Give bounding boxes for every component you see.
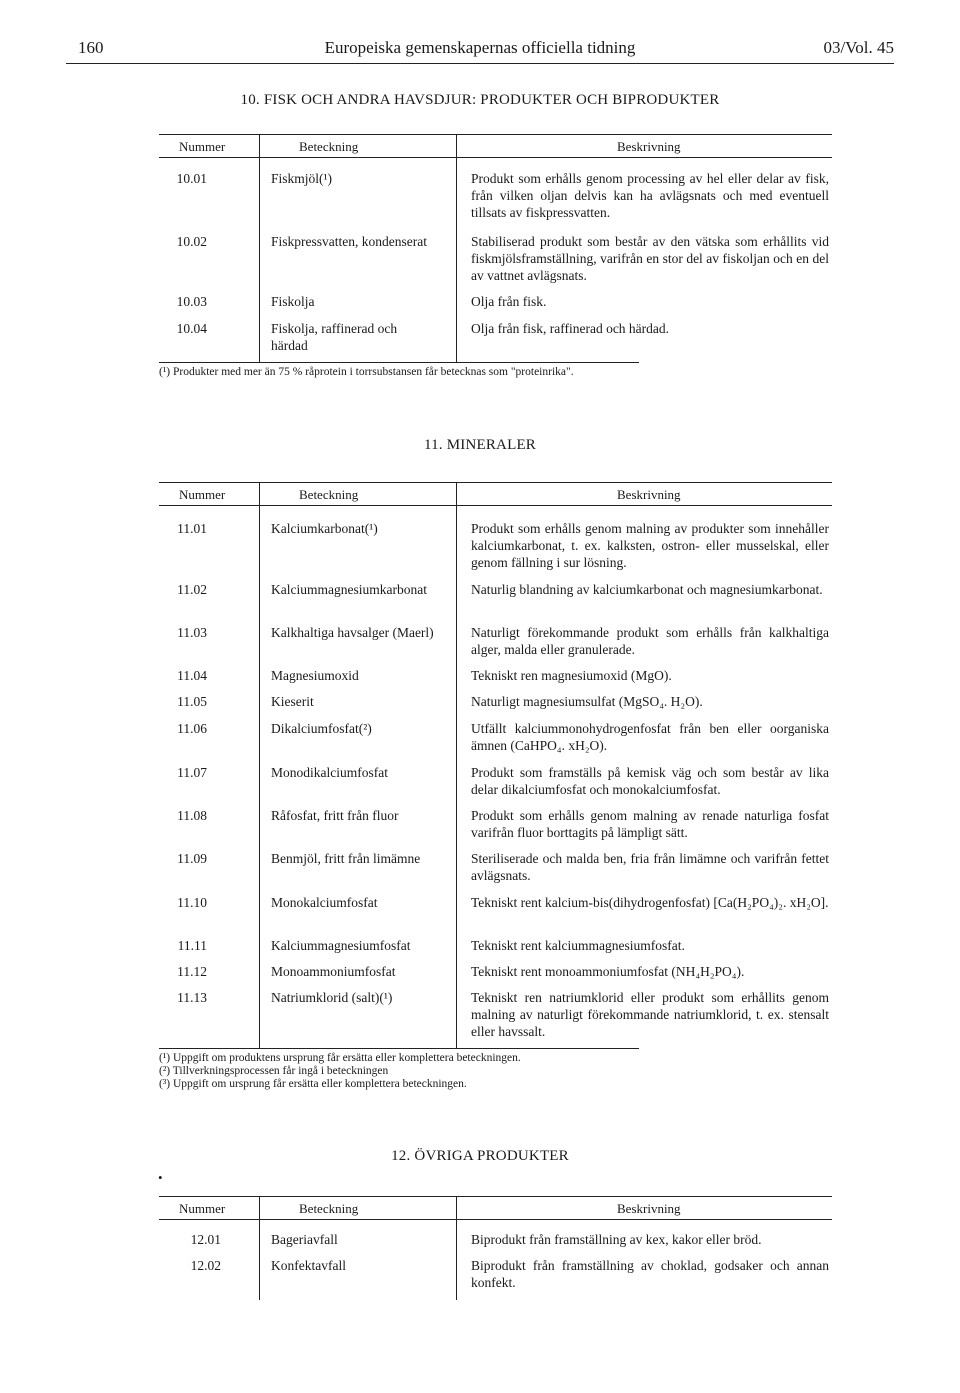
row-description: Naturlig blandning av kalciumkarbonat och magnesiumkarbonat. (471, 582, 823, 597)
volume-number: 03/Vol. 45 (823, 38, 894, 57)
column-header-number: Nummer (179, 139, 226, 154)
column-divider (259, 1196, 260, 1300)
row-description: Tekniskt rent kalcium-bis(dihydrogenfosfat) [Ca(H₂PO₄)₂. xH₂O]. (471, 895, 829, 910)
row-name: Dikalciumfosfat(²) (271, 721, 372, 736)
footnote: (³) Uppgift om ursprung får ersätta eller komplettera beteckningen. (159, 1078, 467, 1090)
row-description: Steriliserade och malda ben, fria från limämne och varifrån fettet avlägsnats. (471, 851, 829, 883)
column-header-name: Beteckning (299, 487, 359, 502)
page-header (66, 36, 894, 64)
row-number: 11.04 (177, 668, 207, 683)
row-number: 10.02 (176, 234, 207, 249)
column-header-number: Nummer (179, 487, 226, 502)
section-title: 12. ÖVRIGA PRODUKTER (391, 1148, 569, 1164)
row-name: Fiskmjöl(¹) (271, 171, 333, 186)
section-title: 10. FISK OCH ANDRA HAVSDJUR: PRODUKTER OCH BIPRODUKTER (240, 92, 720, 108)
row-name: Monodikalciumfosfat (271, 765, 388, 780)
column-divider (259, 482, 260, 1048)
section-title: 11. MINERALER (423, 437, 537, 453)
row-description: Olja från fisk. (471, 294, 547, 309)
footnote: (²) Tillverkningsprocessen får ingå i beteckningen (159, 1065, 389, 1077)
row-description: Naturligt magnesiumsulfat (MgSO₄. H₂O). (471, 694, 703, 709)
row-number: 12.01 (190, 1232, 221, 1247)
row-number: 10.01 (176, 171, 207, 186)
row-number: 11.07 (177, 765, 207, 780)
row-name: Kalciummagnesiumfosfat (271, 938, 411, 953)
row-description: Produkt som erhålls genom malning av produkter som innehåller kalciumkarbonat, t. ex. kalksten, ostron- eller musselskal, eller genom fällning i sur lösning. (471, 521, 829, 570)
row-name: Monoammoniumfosfat (271, 964, 396, 979)
row-number: 10.04 (176, 321, 207, 336)
row-description: Produkt som framställs på kemisk väg och som består av lika delar dikalciumfosfat och monokalciumfosfat. (471, 765, 829, 797)
row-name: Kieserit (271, 694, 314, 709)
row-name: Kalciummagnesiumkarbonat (271, 582, 427, 597)
footnote-separator (159, 362, 639, 363)
column-header-description: Beskrivning (617, 487, 681, 502)
row-number: 11.10 (177, 895, 207, 910)
row-number: 11.13 (177, 990, 207, 1005)
row-description: Biprodukt från framställning av choklad, godsaker och annan konfekt. (471, 1258, 829, 1290)
row-number: 11.09 (177, 851, 207, 866)
row-description: Naturligt förekommande produkt som erhålls från kalkhaltiga alger, malda eller granulerade. (471, 625, 829, 657)
row-name: Konfektavfall (271, 1258, 346, 1273)
footnote-separator (159, 1048, 639, 1049)
row-description: Utfällt kalciummonohydrogenfosfat från ben eller oorganiska ämnen (CaHPO₄. xH₂O). (471, 721, 829, 753)
footnote: (¹) Uppgift om produktens ursprung får ersätta eller komplettera beteckningen. (159, 1052, 521, 1064)
column-header-name: Beteckning (299, 139, 359, 154)
row-name: Magnesiumoxid (271, 668, 359, 683)
row-name: Monokalciumfosfat (271, 895, 378, 910)
table-other-products (159, 1196, 832, 1300)
row-number: 11.05 (177, 694, 207, 709)
footnote: (¹) Produkter med mer än 75 % råprotein i torrsubstansen får betecknas som "proteinrika". (159, 366, 574, 378)
row-description: Tekniskt rent kalciummagnesiumfosfat. (471, 938, 685, 953)
row-description: Stabiliserad produkt som består av den vätska som erhållits vid fiskmjölsframställning, varifrån en stor del av fiskoljan och en del av vattnet avlägsnats. (471, 234, 829, 283)
table-fish-products (159, 134, 832, 362)
row-description: Tekniskt ren magnesiumoxid (MgO). (471, 668, 672, 683)
row-description: Olja från fisk, raffinerad och härdad. (471, 321, 670, 336)
column-header-description: Beskrivning (617, 139, 681, 154)
row-number: 11.02 (177, 582, 207, 597)
row-name: Natriumklorid (salt)(¹) (271, 990, 393, 1005)
row-name: Fiskolja, raffinerad och härdad (271, 321, 398, 353)
row-name: Fiskpressvatten, kondenserat (271, 234, 427, 249)
row-name: Kalciumkarbonat(¹) (271, 521, 378, 536)
row-number: 11.08 (177, 808, 207, 823)
row-description: Tekniskt rent monoammoniumfosfat (NH₄H₂PO₄). (471, 964, 745, 979)
row-number: 11.12 (177, 964, 207, 979)
row-number: 11.01 (177, 521, 207, 536)
row-number: 11.11 (177, 938, 207, 953)
row-name: Benmjöl, fritt från limämne (271, 851, 421, 866)
table-minerals (159, 482, 832, 1048)
row-number: 10.03 (176, 294, 207, 309)
column-divider (456, 1196, 457, 1300)
row-description: Produkt som erhålls genom processing av hel eller delar av fisk, från vilken oljan delvis kan ha avlägsnats och med eventuell tillsats av fiskpressvatten. (471, 171, 829, 220)
row-number: 12.02 (190, 1258, 221, 1273)
row-description: Biprodukt från framställning av kex, kakor eller bröd. (471, 1232, 762, 1247)
column-divider (456, 134, 457, 362)
column-header-description: Beskrivning (617, 1201, 681, 1216)
row-name: Bageriavfall (271, 1232, 338, 1247)
stray-mark: • (158, 1170, 163, 1185)
row-name: Fiskolja (271, 294, 315, 309)
row-description: Tekniskt ren natriumklorid eller produkt som erhållits genom malning av naturligt förekommande natriumklorid, t. ex. stensalt eller havssalt. (471, 990, 829, 1039)
column-divider (456, 482, 457, 1048)
column-header-number: Nummer (179, 1201, 226, 1216)
column-header-name: Beteckning (299, 1201, 359, 1216)
row-name: Kalkhaltiga havsalger (Maerl) (271, 625, 434, 640)
column-divider (259, 134, 260, 362)
journal-title: Europeiska gemenskapernas officiella tidning (324, 38, 636, 57)
row-name: Råfosfat, fritt från fluor (271, 808, 399, 823)
row-number: 11.03 (177, 625, 207, 640)
page-number: 160 (78, 38, 104, 57)
row-number: 11.06 (177, 721, 207, 736)
row-description: Produkt som erhålls genom malning av renade naturliga fosfat varifrån fluor borttagits på lämpligt sätt. (471, 808, 829, 840)
